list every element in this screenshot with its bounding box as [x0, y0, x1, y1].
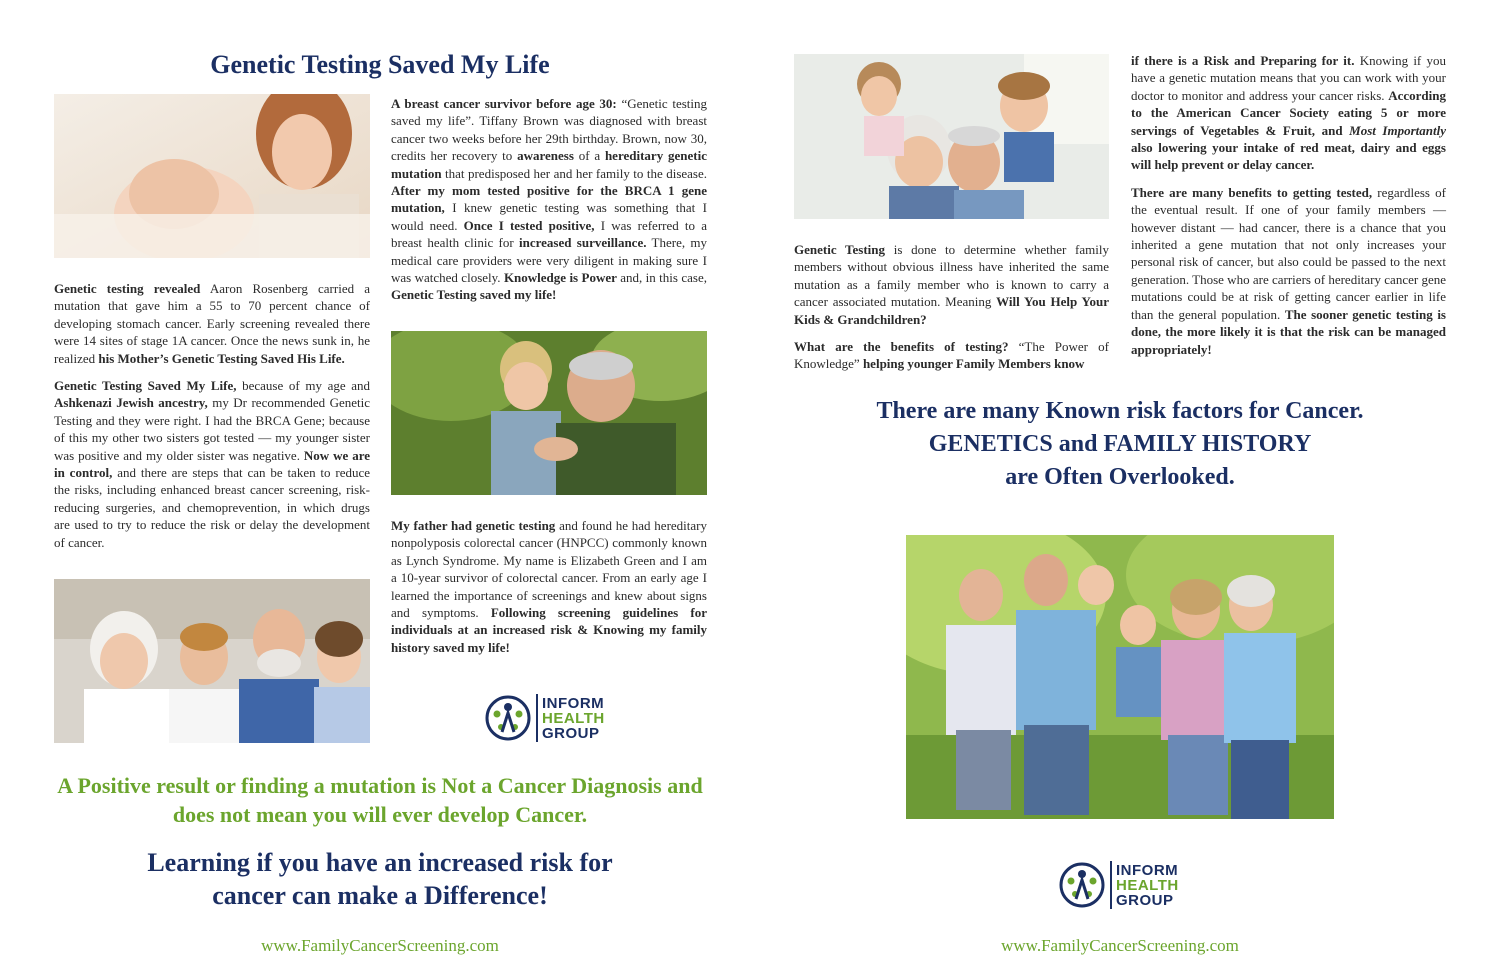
risk-factors-headline: There are many Known risk factors for Cancer. GENETICS and FAMILY HISTORY are Often Overlooked.	[876, 398, 1364, 490]
family-circle-icon	[484, 694, 532, 742]
logo-wordmark: INFORM HEALTH GROUP	[1116, 861, 1179, 909]
grandfather-boy-photo	[391, 331, 707, 495]
inform-health-group-logo-right	[1058, 861, 1179, 909]
family-circle-icon	[1058, 861, 1106, 909]
positive-result-statement: A Positive result or finding a mutation is Not a Cancer Diagnosis and does not mean you will ever develop Cancer.	[57, 773, 703, 827]
page-title: Genetic Testing Saved My Life	[210, 50, 550, 79]
ashkenazi-story: Genetic Testing Saved My Life, because of my age and Ashkenazi Jewish ancestry, my Dr recommended Genetic Testing and they were right. I had the BRCA Gene; because of this my other two sisters got tested — my younger sister was positive and my older sister was negative. Now we are in control, and there are steps that can be taken to reduce the risks, including enhanced breast cancer screening, risk-reducing surgeries, and chemoprevention, in which drugs are used to try to reduce the risk or delay the development of cancer.	[54, 378, 371, 550]
left-column-2-top	[391, 95, 707, 314]
mother-baby-photo	[54, 94, 370, 258]
genetic-testing-explained: Genetic Testing is done to determine whether family members without obvious illness have inherited the same mutation as a family member who is known to carry a cancer associated mutation. Meaning Will You Help Your Kids & Grandchildren?	[794, 242, 1109, 327]
tiffany-story: A breast cancer survivor before age 30: “Genetic testing saved my life”. Tiffany Brown was diagnosed with breast cancer two weeks before her 29th birthday. Brown, now 30, credits her recovery to awareness of a hereditary genetic mutation that predisposed her and her family to the disease. After my mom tested positive for the BRCA 1 gene mutation, I knew genetic testing was something that I would need. Once I tested positive, I was referred to a breast health clinic for increased surveillance. There, my medical care providers were very diligent in making sure I was watched closely. Knowledge is Power and, in this case, Genetic Testing saved my life!	[391, 96, 708, 303]
benefits-question: What are the benefits of testing? “The Power of Knowledge” helping younger Family Members know	[794, 339, 1109, 372]
family-outdoors-photo	[906, 535, 1334, 819]
risk-preparation: if there is a Risk and Preparing for it. Knowing if you have a genetic mutation means that you can work with your doctor to monitor and address your cancer risks. According to the American Cancer Society eating 5 or more servings of Vegetables & Fruit, and Most Importantly also lowering your intake of red meat, dairy and eggs will help prevent or delay cancer.	[1131, 53, 1447, 173]
elizabeth-story: My father had genetic testing and found he had hereditary nonpolyposis colorectal cancer (HNPCC) commonly known as Lynch Syndrome. My name is Elizabeth Green and I am a 10-year survivor of colorectal cancer. From an early age I learned the importance of screenings and knew about signs and symptoms. Following screening guidelines for individuals at an increased risk & Knowing my family history saved my life!	[391, 518, 707, 655]
grandparents-kids-photo	[54, 579, 370, 743]
logo-divider	[1110, 861, 1112, 909]
website-link-right[interactable]: www.FamilyCancerScreening.com	[1001, 936, 1239, 955]
grandparents-grandkids-photo	[794, 54, 1109, 219]
logo-wordmark: INFORM HEALTH GROUP	[542, 694, 605, 742]
increased-risk-statement: Learning if you have an increased risk for cancer can make a Difference!	[147, 848, 613, 910]
inform-health-group-logo	[484, 694, 605, 742]
aaron-story: Genetic testing revealed Aaron Rosenberg carried a mutation that gave him a 55 to 70 percent chance of developing stomach cancer. Early screening revealed there were 14 sites of stage 1A cancer. Once the news sunk in, he realized his Mother’s Genetic Testing Saved His Life.	[54, 281, 371, 366]
left-column-2-bottom	[391, 517, 707, 666]
logo-divider	[536, 694, 538, 742]
benefits-of-testing: There are many benefits to getting tested, regardless of the eventual result. If one of your family members — however distant — had cancer, there is a chance that you inherited a gene mutation that not only increases your personal risk of cancer, but also could be passed to the next generation. Those who are carriers of hereditary cancer gene mutations could be at risk of getting cancer earlier in life than the general population. The sooner genetic testing is done, the more likely it is that the risk can be managed appropriately!	[1131, 184, 1446, 357]
left-column-1	[54, 280, 370, 561]
website-link-left[interactable]: www.FamilyCancerScreening.com	[261, 936, 499, 955]
right-column-2	[1131, 52, 1446, 368]
right-column-1	[794, 241, 1109, 383]
